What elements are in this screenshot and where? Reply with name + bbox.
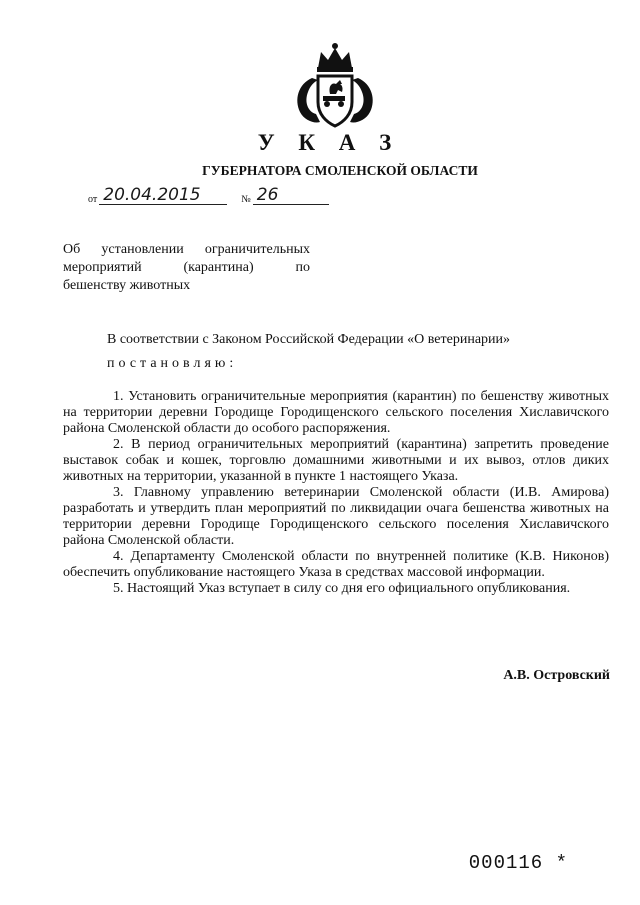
number-prefix: № — [241, 194, 251, 205]
decree-paragraph: 2. В период ограничительных мероприятий (карантина) запретить проведение выставок собак и кошек, торговлю домашними животными и их вывоз, отлов диких животных на территории, указанной в пункте 1 настоящего Указа. — [63, 437, 609, 484]
date-value: 20.04.2015 — [99, 186, 227, 205]
preamble: В соответствии с Законом Российской Федерации «О ветеринарии» — [107, 332, 511, 347]
subject-word: ограничительных — [204, 242, 310, 257]
subject-word: (карантина) — [183, 260, 254, 275]
subject-word: по — [295, 260, 310, 275]
subject-line — [63, 277, 310, 295]
date-number-line — [88, 186, 329, 205]
decree-paragraph: 1. Установить ограничительные мероприятия (карантин) по бешенству животных на территории деревни Городище Городищенского сельского поселения Хиславичского района Смоленской области до особого распоряжения. — [63, 389, 609, 436]
number-value: 26 — [253, 186, 329, 205]
subject-word: Об — [63, 242, 81, 257]
subject-line — [63, 259, 310, 277]
decree-body — [63, 389, 609, 597]
signature: А.В. Островский — [503, 668, 610, 683]
subject-word: бешенству животных — [63, 278, 191, 293]
date-prefix: от — [88, 194, 98, 205]
smolensk-coat-of-arms-icon — [290, 38, 380, 130]
document-subtitle: ГУБЕРНАТОРА СМОЛЕНСКОЙ ОБЛАСТИ — [202, 163, 478, 178]
registration-number: 000116 * — [468, 852, 568, 874]
decree-paragraph: 3. Главному управлению ветеринарии Смоленской области (И.В. Амирова) разработать и утвердить план мероприятий по ликвидации очага бешенства животных на территории деревни Городище Городищенского сельского поселения Хиславичского района Смоленской области. — [63, 485, 609, 548]
subject-word: мероприятий — [63, 260, 142, 275]
subject-line — [63, 241, 310, 259]
document-title: У К А З — [257, 130, 401, 155]
decree-paragraph: 5. Настоящий Указ вступает в силу со дня его официального опубликования. — [113, 581, 571, 596]
subject-word: установлении — [101, 242, 184, 257]
subject-block — [63, 241, 310, 295]
decree-word: постановляю: — [107, 356, 238, 371]
decree-paragraph: 4. Департаменту Смоленской области по внутренней политике (К.В. Никонов) обеспечить опубликование настоящего Указа в средствах массовой информации. — [63, 549, 609, 580]
